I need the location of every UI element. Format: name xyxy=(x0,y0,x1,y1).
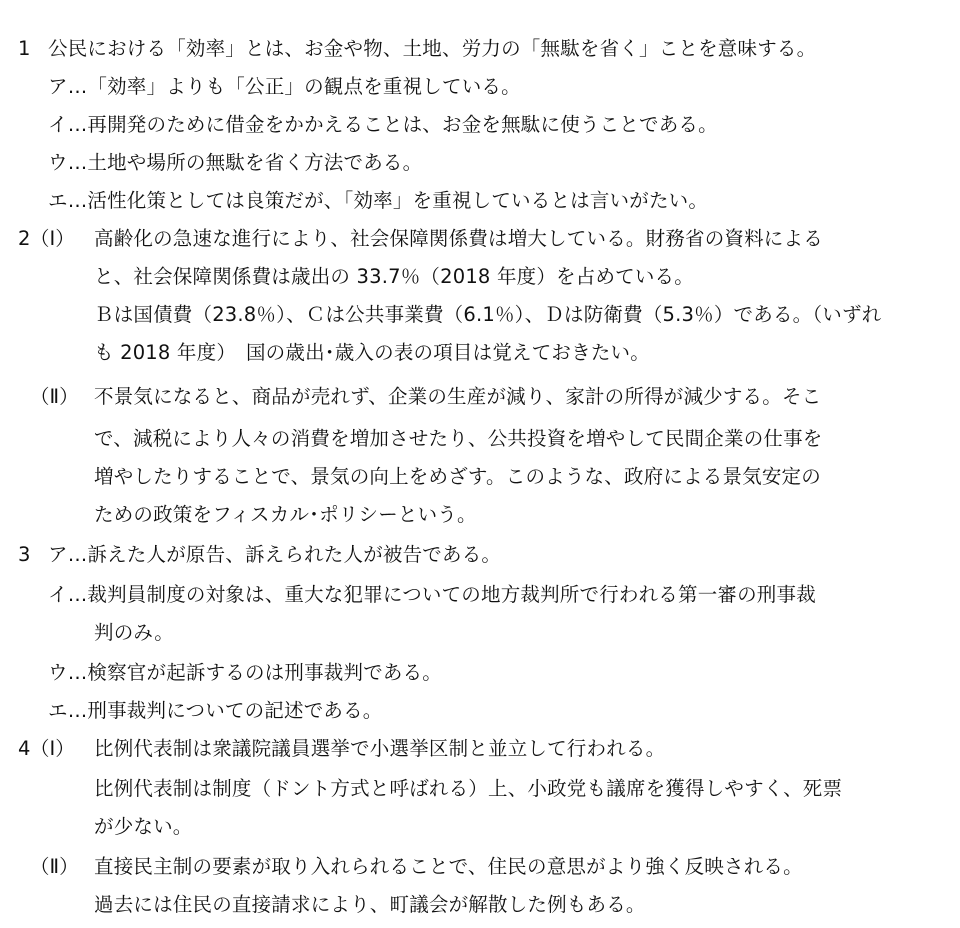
q1-number: 1 xyxy=(18,37,31,60)
q4-part2-label: （Ⅱ） xyxy=(30,855,79,878)
q2-part2-line: ための政策をフィスカル･ポリシーという。 xyxy=(94,503,477,526)
q1-choice-a: ア…「効率」よりも「公正」の観点を重視している。 xyxy=(48,75,521,98)
q4-part1-line: 比例代表制は衆議院議員選挙で小選挙区制と並立して行われる。 xyxy=(94,737,666,760)
q4-number: 4 xyxy=(18,737,31,760)
q2-part1-line: 高齢化の急速な進行により、社会保障関係費は増大している。財務省の資料によ​る xyxy=(94,227,823,250)
q3-choice-i-cont: 判のみ。 xyxy=(94,621,174,644)
q3-choice-u: ウ…検察官が起訴するのは刑事裁判である。 xyxy=(48,661,443,684)
q3-choice-a: ア…訴えた人が原告、訴えられた人が被告である。 xyxy=(48,543,502,566)
q2-part1-line: と、社会保障関係費は歳出の 33.7％（2018 年度）を占めている。 xyxy=(94,265,694,288)
q2-number: 2 xyxy=(18,227,31,250)
q4-part1-line: 比例代表制は制度（ドント方式と呼ばれる）上、小政党も議席を獲得しやすく、死票 xyxy=(94,777,843,800)
q4-part2-line: 過去には住民の直接請求により、町議会が解散した例もある。 xyxy=(94,893,646,916)
q3-choice-i: イ…裁判員制度の対象は、重大な犯罪についての地方裁判所で行われる第一審の刑事裁 xyxy=(48,583,816,606)
q2-part2-label: （Ⅱ） xyxy=(30,385,79,408)
q2-part1-label: （Ⅰ） xyxy=(30,227,75,250)
q4-part1-label: （Ⅰ） xyxy=(30,737,75,760)
q1-main-text: 公民における「効率」とは、お金や物、土地、労力の「無駄を省く」ことを意味する。 xyxy=(48,37,817,60)
q2-part2-line: 増やしたりすることで、景気の向上をめざす。このような、政府による景気安定の xyxy=(94,465,821,488)
q2-part2-line: で、減税により人々の消費を増加させたり、公共投資を増やして民間企業の仕事を xyxy=(94,427,823,450)
q1-choice-u: ウ…土地や場所の無駄を省く方法である。 xyxy=(48,151,423,174)
q4-part2-line: 直接民主制の要素が取り入れられることで、住民の意思がより強く反映される。 xyxy=(94,855,803,878)
q2-part1-line: も 2018 年度） 国の歳出･歳入の表の項目は覚えておきたい。 xyxy=(94,341,650,364)
q2-part1-line: Ｂは国債費（23.8％）、Ｃは公共事業費（6.1％）、Ｄは防衛費（5.3％）である。（いずれ xyxy=(94,303,882,326)
q3-number: 3 xyxy=(18,543,31,566)
q4-part1-line: が少ない。 xyxy=(94,815,193,838)
q3-choice-e: エ…刑事裁判についての記述である。 xyxy=(48,699,383,722)
q1-choice-i: イ…再開発のために借金をかかえることは、お金を無駄に使うことである。 xyxy=(48,113,718,136)
q1-choice-e: エ…活性化策としては良策だが、「効率」を重視しているとは言いがたい。 xyxy=(48,189,709,212)
q2-part2-line: 不景気になると、商品が売れず、企業の生産が減り、家計の所得が減少する。そこ xyxy=(94,385,822,408)
